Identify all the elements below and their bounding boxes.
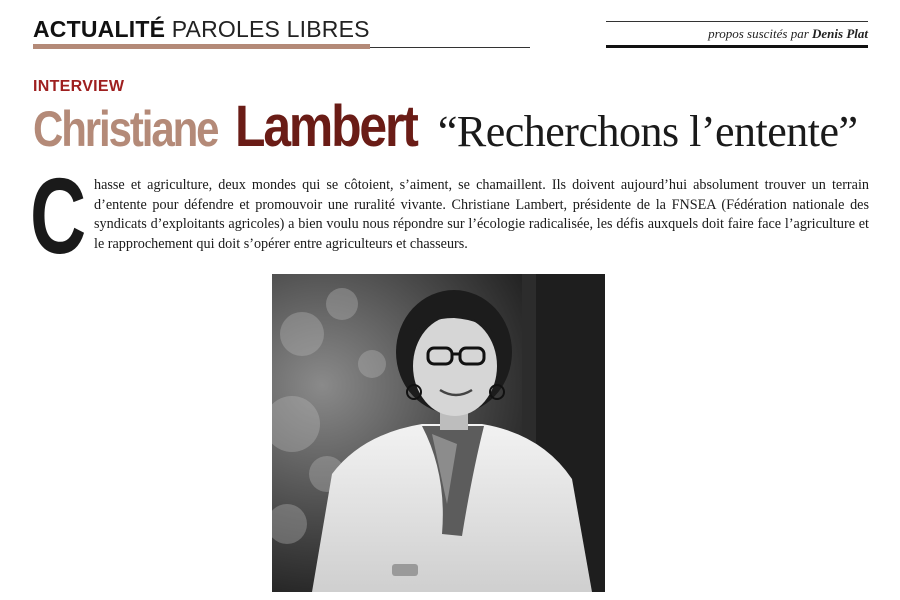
rubric-subsection: PAROLES LIBRES [171, 16, 370, 42]
portrait-photo [272, 274, 605, 592]
portrait-illustration [272, 274, 605, 592]
byline-author: Denis Plat [812, 26, 868, 41]
drop-cap: C [30, 155, 87, 276]
headline-last-name: Lambert [234, 94, 417, 159]
byline [606, 24, 868, 44]
rubric-accent-rule [33, 44, 370, 49]
byline-prefix: propos suscités par [708, 26, 809, 41]
lead-text: hasse et agriculture, deux mondes qui se côtoient, s’aiment, se chamaillent. Ils doivent aujourd’hui absolument trouver un terrain d’entente pour défendre et promouvoir une ruralité vivante. Christiane Lambert, présidente de la FNSEA (Fédération nationale des syndicats d’exploitants agricoles) a bien voulu nous répondre sur l’écologie radicalisée, les défis auxquels doit faire face l’agriculture et le rapprochement qui doit s’opérer entre agriculteurs et chasseurs. [94, 177, 869, 253]
rubric-section: ACTUALITÉ [33, 16, 166, 42]
section-rubric [33, 14, 370, 44]
article-headline [33, 92, 858, 162]
byline-bottom-rule [606, 45, 868, 48]
headline-first-name: Christiane [33, 101, 218, 157]
headline-quote: “Recherchons l’entente” [437, 107, 858, 156]
article-lead [30, 155, 869, 276]
rubric-thin-rule [370, 47, 530, 48]
byline-top-rule [606, 21, 868, 22]
article-kicker: INTERVIEW [33, 78, 125, 95]
